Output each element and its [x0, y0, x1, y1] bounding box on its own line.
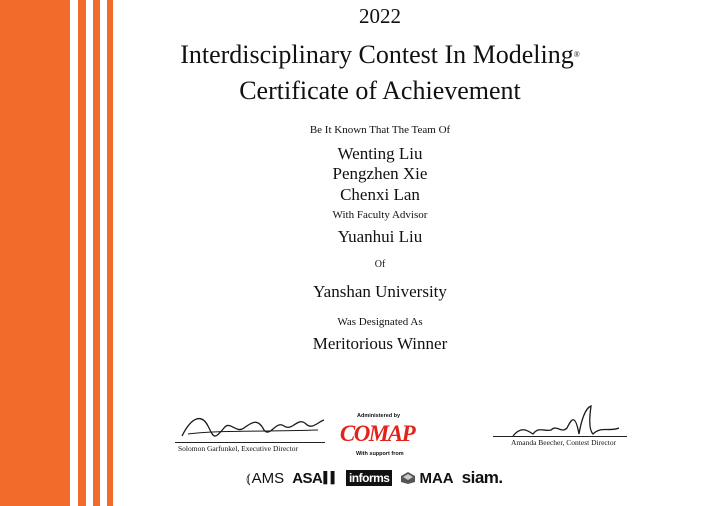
- maa-logo: [400, 470, 453, 487]
- informs-logo: [346, 470, 393, 486]
- faculty-advisor: Yuanhui Liu: [337, 227, 423, 246]
- right-signature-line: [493, 436, 627, 437]
- team-member: Pengzhen Xie: [332, 164, 428, 183]
- comap-logo-text: COMAP: [339, 421, 415, 446]
- asa-logo: [292, 470, 338, 487]
- contest-name: [170, 40, 590, 70]
- siam-logo-text: siam.: [461, 468, 503, 487]
- team-member: Wenting Liu: [337, 144, 423, 163]
- maa-logo-text: MAA: [419, 469, 454, 487]
- certificate-year: 2022: [359, 4, 401, 28]
- institution-name: Yanshan University: [313, 282, 447, 301]
- ams-logo: [246, 470, 284, 487]
- support-label: With support from: [356, 451, 404, 457]
- informs-logo-text: informs: [348, 471, 390, 485]
- comap-logo: [339, 419, 415, 449]
- asa-bars-icon: ▌▌: [323, 472, 338, 484]
- team-intro: Be It Known That The Team Of: [309, 124, 451, 136]
- left-signature-scribble: [178, 410, 328, 444]
- designation-intro: Was Designated As: [337, 316, 423, 328]
- orange-stripe: [93, 0, 100, 506]
- right-signer-name: Amanda Beecher, Contest Director: [511, 438, 617, 447]
- siam-logo: [462, 468, 503, 488]
- team-member: Chenxi Lan: [340, 185, 420, 204]
- left-signature-line: [175, 442, 325, 443]
- asa-logo-text: ASA: [292, 469, 323, 487]
- orange-border-band: [0, 0, 70, 506]
- orange-stripe: [107, 0, 113, 506]
- designation: Meritorious Winner: [312, 334, 448, 353]
- ams-emblem-icon: ⦅: [246, 469, 251, 486]
- ams-logo-text: AMS: [251, 469, 285, 487]
- left-signer-name: Solomon Garfunkel, Executive Director: [178, 444, 298, 453]
- administered-by-label: Administered by: [357, 413, 401, 419]
- maa-emblem-icon: [400, 471, 416, 485]
- sponsor-logos: [246, 468, 503, 488]
- orange-stripe: [78, 0, 86, 506]
- of-label: Of: [374, 259, 386, 270]
- registered-mark: ®: [573, 50, 580, 59]
- certificate-title: Certificate of Achievement: [239, 76, 521, 105]
- contest-name-text: Interdisciplinary Contest In Modeling: [180, 40, 574, 69]
- advisor-intro: With Faculty Advisor: [332, 209, 428, 221]
